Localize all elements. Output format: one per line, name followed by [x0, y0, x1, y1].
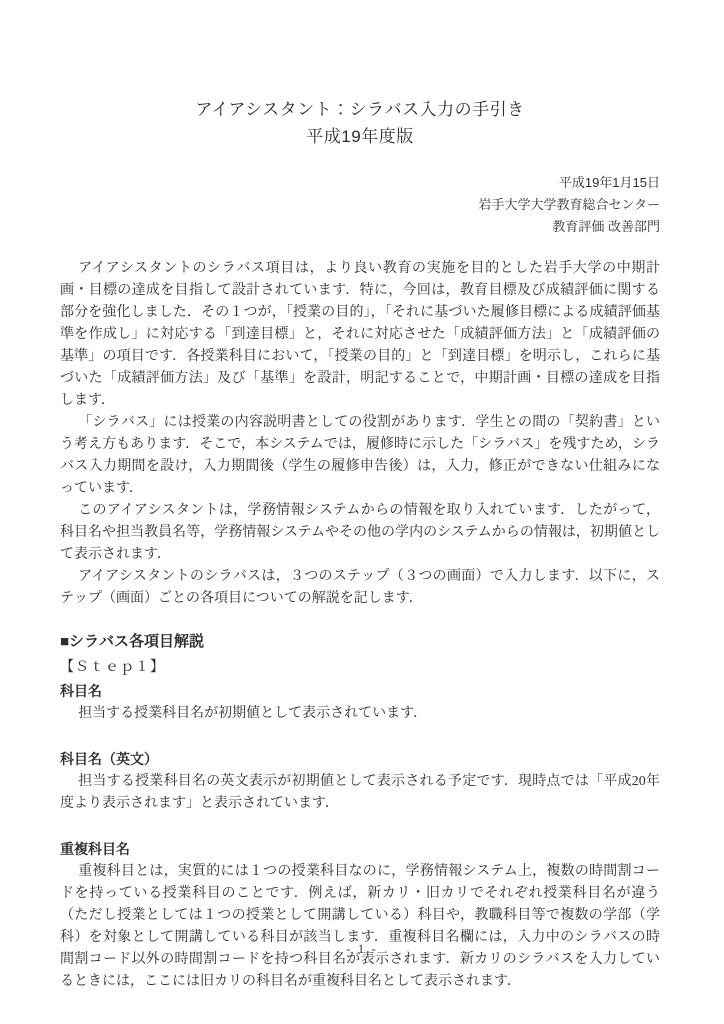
- intro-paragraph: このアイアシスタントは，学務情報システムからの情報を取り入れています．したがって，科目名や担当教員名等，学務情報システムやその他の学内のシステムからの情報は，初期値として表示されます．: [60, 503, 660, 562]
- intro-paragraph: アイアシスタントのシラバスは，３つのステップ（３つの画面）で入力します．以下に，ステップ（画面）ごとの各項目についての解説を記します．: [60, 569, 660, 606]
- entry-heading: 科目名（英文）: [60, 751, 158, 767]
- page-number: - 1 -: [346, 941, 378, 956]
- entry-body: 担当する授業科目名の英文表示が初期値として表示される予定です．現時点では「平成20年度より表示されます」と表示されています．: [60, 774, 660, 811]
- intro-paragraph: アイアシスタントのシラバス項目は，より良い教育の実施を目的とした岩手大学の中期計画・目標の達成を目指して設計されています．特に，今回は，教育目標及び成績評価に関する部分を強化しました．その１つが，「授業の目的」，「それに基づいた履修目標による成績評価基準を作成し」に対応する「到達目標」と，それに対応させた「成績評価方法」と「成績評価の基準」の項目です．各授業科目において，「授業の目的」と「到達目標」を明示し，これらに基づいた「成績評価方法」及び「基準」を設計，明記することで，中期計画・目標の達成を目指します．: [60, 261, 660, 408]
- document-subtitle: 平成19年度版: [306, 127, 414, 146]
- organization-line: 岩手大学大学教育総合センター: [478, 197, 660, 212]
- intro-paragraph: 「シラバス」には授業の内容説明書としての役割があります．学生との間の「契約書」という考え方もあります．そこで，本システムでは，履修時に示した「シラバス」を残すため，シラバス入力期間を設け，入力期間後（学生の履修申告後）は，入力，修正ができない仕組みになっています．: [60, 415, 660, 496]
- entry-body: 重複科目とは，実質的には１つの授業科目なのに，学務情報システム上，複数の時間割コードを持っている授業科目のことです．例えば，新カリ・旧カリでそれぞれ授業科目名が違う（ただし授業としては１つの授業として開講している）科目や，教職科目等で複数の学部（学科）を対象として開講している科目が該当します．重複科目名欄には，入力中のシラバスの時間割コード以外の時間割コードを持つ科目名が表示されます．新カリのシラバスを入力しているときには，ここには旧カリの科目名が重複科目名として表示されます．: [60, 864, 660, 989]
- department-line: 教育評価 改善部門: [552, 219, 660, 234]
- entry-chofuku-kamokumei: [60, 838, 660, 993]
- entry-heading: 科目名: [60, 683, 102, 699]
- step1-heading: 【Ｓｔｅｐ１】: [60, 658, 165, 674]
- section-heading: ■シラバス各項目解説: [60, 633, 205, 650]
- intro-block: [60, 258, 660, 610]
- date-line: 平成19年1月15日: [558, 175, 660, 190]
- entry-kamokumei: [60, 680, 660, 725]
- entry-body: 担当する授業科目名が初期値として表示されています．: [78, 706, 428, 721]
- title-block: [60, 96, 660, 150]
- entry-heading: 重複科目名: [60, 841, 130, 857]
- document-title: アイアシスタント：シラバス入力の手引き: [195, 100, 525, 119]
- entry-kamokumei-eibun: [60, 748, 660, 815]
- meta-block: [60, 172, 660, 238]
